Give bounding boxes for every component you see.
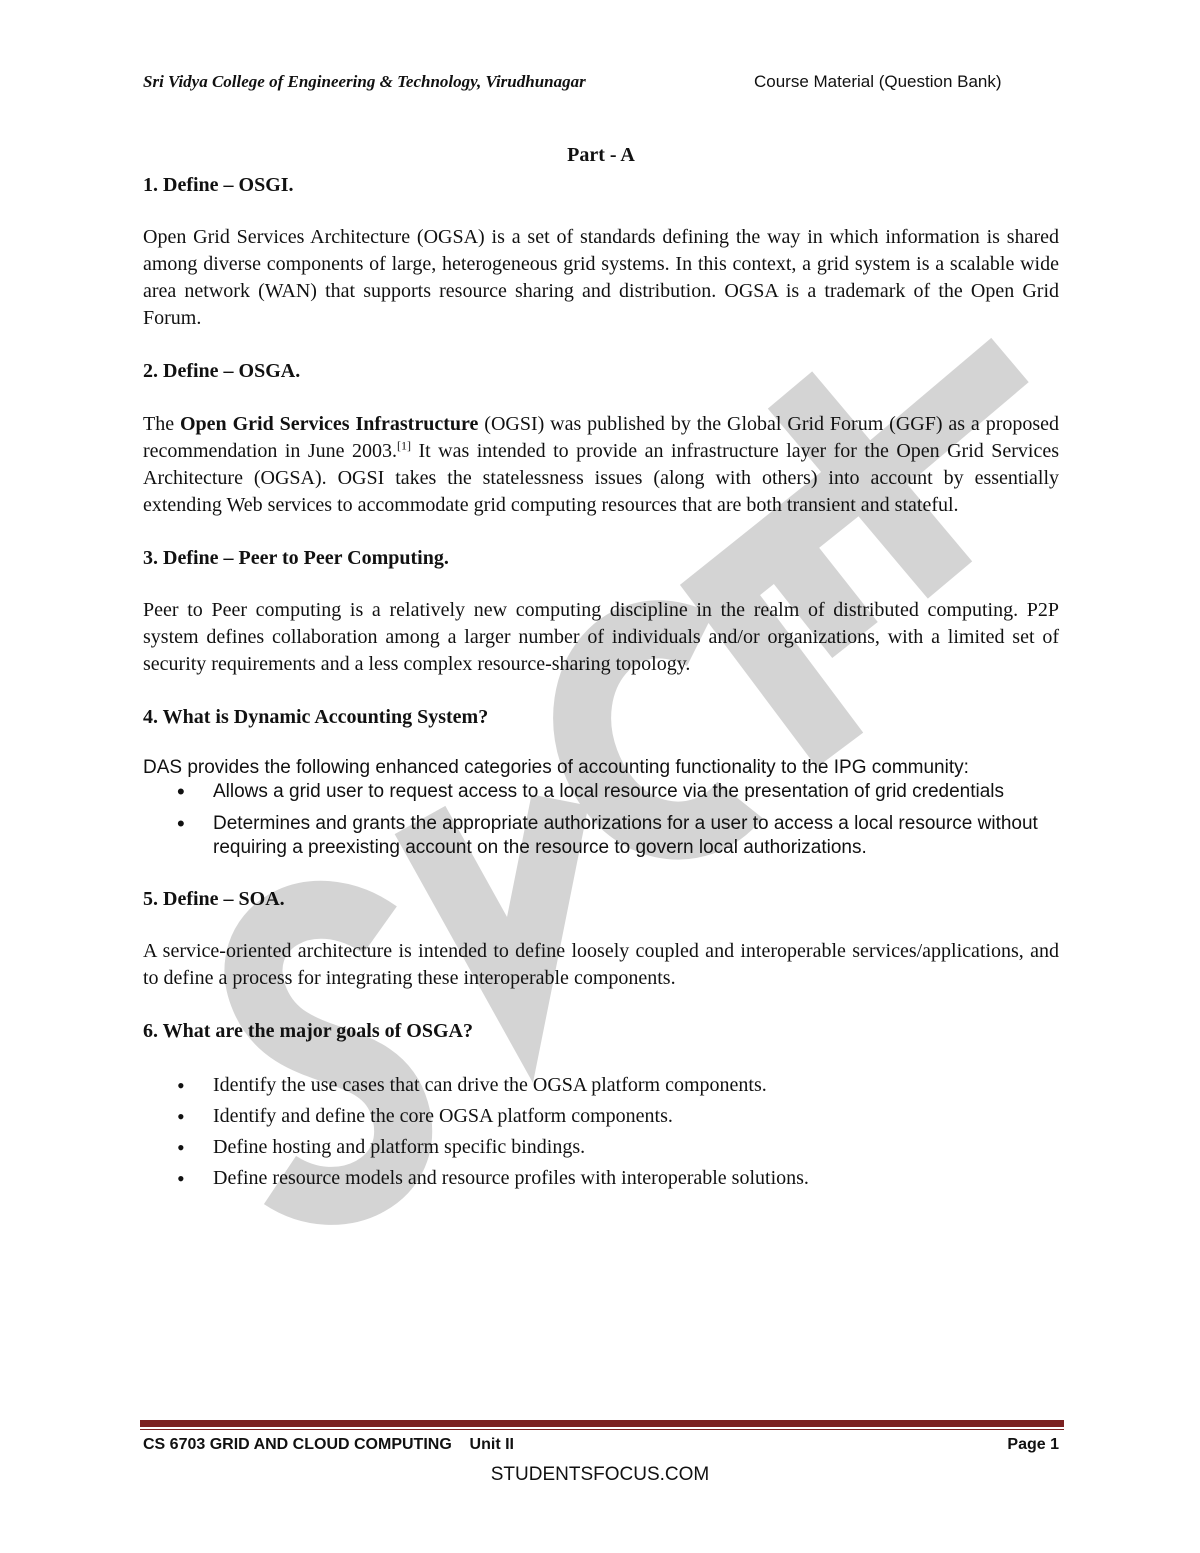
- header-college-name: Sri Vidya College of Engineering & Technology, Virudhunagar: [143, 72, 586, 91]
- question-4-answer: [143, 756, 1059, 860]
- ogsi-term: Open Grid Services Infrastructure: [180, 413, 479, 435]
- list-item: • Identify and define the core OGSA platform components.: [213, 1101, 1059, 1132]
- question-1-answer: Open Grid Services Architecture (OGSA) is a set of standards defining the way in which information is shared among diverse components of large, heterogeneous grid systems. In this context, a grid system is a scalable wide area network (WAN) that supports resource sharing and distribution. OGSA is a trademark of the Open Grid Forum.: [143, 226, 1059, 329]
- question-2-answer: The Open Grid Services Infrastructure (OGSI) was published by the Global Grid Forum (GGF) as a proposed recommendation in June 2003.[1] It was intended to provide an infrastructure layer for the Open Grid Services Architecture (OGSA). OGSI takes the statelessness issues (along with others) into account by essentially extending Web services to accommodate grid computing resources that are both transient and stateful.: [143, 413, 1060, 516]
- page-footer: [143, 1436, 1059, 1454]
- list-item: • Determines and grants the appropriate authorizations for a user to access a local resource without requiring a preexisting account on the resource to govern local authorizations.: [213, 812, 1059, 860]
- question-4-title: 4. What is Dynamic Accounting System?: [143, 706, 489, 728]
- ogsa-goals-list: [143, 1070, 1059, 1194]
- document-content: [143, 142, 1059, 1194]
- list-item: • Allows a grid user to request access to a local resource via the presentation of grid credentials: [213, 780, 1059, 804]
- footer-divider: [140, 1420, 1064, 1427]
- list-item: • Define resource models and resource profiles with interoperable solutions.: [213, 1163, 1059, 1194]
- citation-ref[interactable]: [1]: [397, 438, 412, 453]
- page-number: Page 1: [1007, 1436, 1059, 1453]
- question-3-answer: Peer to Peer computing is a relatively new computing discipline in the realm of distributed computing. P2P system defines collaboration among a larger number of individuals and/or organizations, with a limited set of security requirements and a less complex resource-sharing topology.: [143, 599, 1059, 675]
- question-3-title: 3. Define – Peer to Peer Computing.: [143, 547, 449, 569]
- footer-course-code: CS 6703 GRID AND CLOUD COMPUTING Unit II: [143, 1436, 514, 1453]
- footer-divider-thin: [140, 1429, 1064, 1430]
- question-2-title: 2. Define – OSGA.: [143, 360, 301, 382]
- question-5-title: 5. Define – SOA.: [143, 888, 285, 910]
- question-1-title: 1. Define – OSGI.: [143, 174, 294, 196]
- question-5-answer: A service-oriented architecture is intended to define loosely coupled and interoperable services/applications, and to define a process for integrating these interoperable components.: [143, 940, 1059, 989]
- list-item: • Define hosting and platform specific bindings.: [213, 1132, 1059, 1163]
- list-item: • Identify the use cases that can drive the OGSA platform components.: [213, 1070, 1059, 1101]
- header-course-material: Course Material (Question Bank): [754, 72, 1002, 91]
- question-6-title: 6. What are the major goals of OSGA?: [143, 1020, 473, 1042]
- part-title: Part - A: [567, 144, 635, 166]
- site-name: STUDENTSFOCUS.COM: [490, 1464, 710, 1485]
- das-feature-list: [143, 780, 1059, 860]
- question-4-intro: DAS provides the following enhanced categories of accounting functionality to the IPG community:: [143, 757, 969, 778]
